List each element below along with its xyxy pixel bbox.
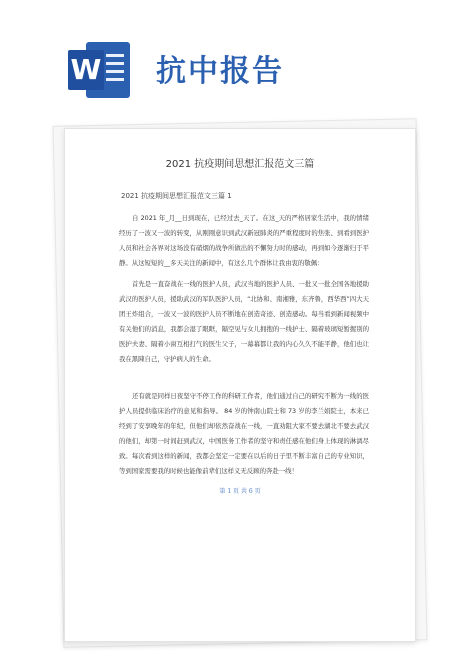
document-page [64, 128, 416, 642]
paragraph-2: 首先是一直奋战在一线的医护人员，武汉当地的医护人员、一批又一批全国各地援助武汉的医护人员，援助武汉的军队医护人员，“北协和、南湘雅，东齐鲁，西华西”四大天团王炸组合，一波又一波的医护人员不断地在创造奇迹、创造感动。每当看到新闻视频中有关他们的消息，我都会湿了眼眶，隔空见与女儿拥抱的一线护士、隔着玻璃短暂握别的医护夫妻、隔着小窗互相打气的医生父子，一幕幕都让我的内心久久不能平静，他们也让我在黑陳自己，守护病人的生命。 [119, 280, 369, 363]
paragraph-3: 还有就是同样日夜坚守不停工作的科研工作者，他们通过自己的研究不断为一线的医护人员提供临床治疗的意见和指导。 84 岁的钟南山院士和 73 岁的李兰娟院士，本来已经到了安享晚年的年纪，但他们却依然奋战在一线，一直劝阻大家不要去湖北不要去武汉的他们，却第一时间赶到武汉，中国医务工作者的坚守和责任感在他们身上体现的淋漓尽致。每次看到这样的新闻，我都会坚定一定要在以后的日子里不断丰富自己的专业知识，等到国家需要我的时候也能像前辈们这样义无反顾的奔赴一线！ [119, 392, 369, 475]
word-icon-line [106, 70, 124, 73]
document-header [0, 0, 474, 110]
document-title: 2021 抗疫期间思想汇报范文三篇 [165, 159, 315, 170]
word-icon [68, 42, 134, 98]
paragraph-1: 自 2021 年_月__日到现在，已经过去_天了。在这_天的严格居家生活中，我的情绪经历了一波又一波的转变，从刚刚意识到武汉新冠肺炎的严重程度时的焦张、到看到医护人员和社会各界对这场没有硝烟的战争所做出的不懈努力时的感动，再到如今逐渐归于平静。从这短短的__多天关注的新闻中，有这么几个群体让我由衷的敬佩： [119, 214, 369, 267]
report-title: 抗中报告 [156, 54, 284, 89]
page-number: 第 1 页 共 6 页 [219, 488, 261, 495]
document-subtitle: 2021 抗疫期间思想汇报范文三篇 1 [121, 192, 232, 200]
word-icon-line [106, 54, 124, 57]
word-icon-line [106, 62, 124, 65]
word-icon-letter: W [68, 50, 104, 90]
word-icon-line [106, 78, 124, 81]
